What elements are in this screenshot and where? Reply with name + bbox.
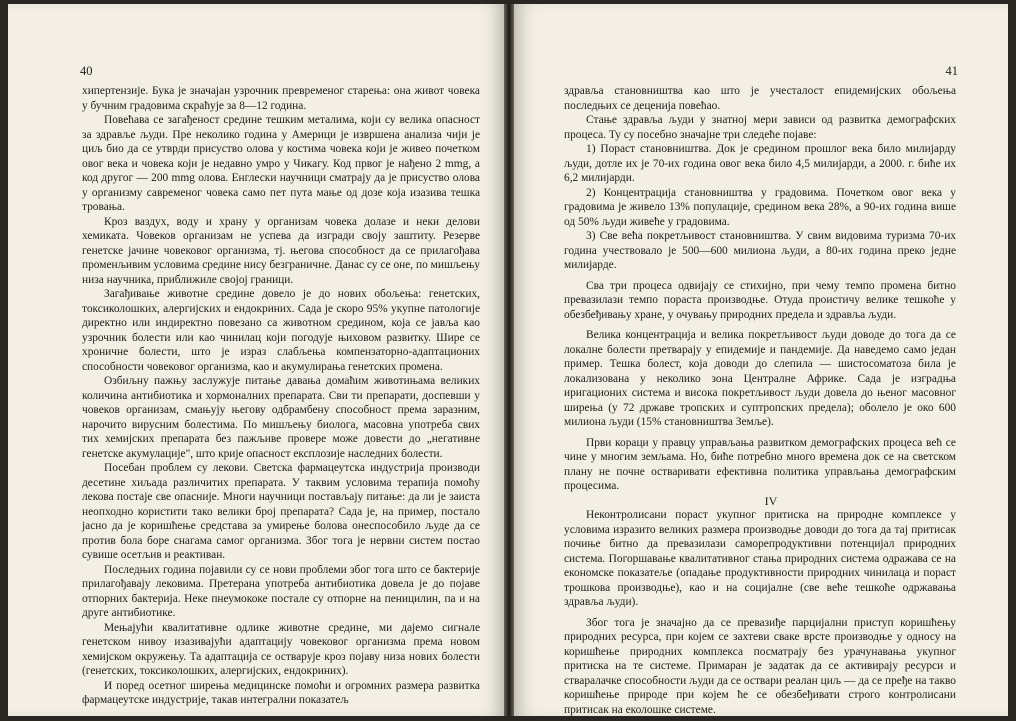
book-gutter <box>504 4 514 716</box>
paragraph: Сва три процеса одвијају се стихијно, при чему темпо промена битно превазилази темпо пораста производње. Отуда проистичу велике тешкоће у обезбеђивању хране, у очувању природних предела и здравља људи. <box>564 279 956 321</box>
paragraph: Неконтролисани пораст укупног притиска на природне комплексе у условима изразито великих размера производње доводи до тога да тај притисак почиње битно да превазилази саморепродуктивни потенцијал природних система. Погоршавање квалитативног стања природних система одражава се на економске показатеље (опадање продуктивности природних чинилаца и пораст трошкова производње), као и на социјалне (све веће тешкоће одржавања здравља људи). <box>564 509 956 608</box>
paragraph: Кроз ваздух, воду и храну у организам човека долазе и неки делови хемиката. Човеков организам не успева да изгради своју заштиту. Резерве генетске јачине човековог организма, тј. његова способност да се прилагођава променљивим условима средине нису безграничне. Данас су се оне, по мишљењу низа научника, приближиле својој граници. <box>82 215 480 286</box>
paragraph: Први кораци у правцу управљања развитком демографских процеса већ се чине у многим земљама. Но, биће потребно много времена док се на светском плану не почне остваривати ефективна политика управљања демографским процесима. <box>564 436 956 492</box>
right-page <box>514 4 1008 716</box>
page-number: 41 <box>945 64 958 78</box>
paragraph: Посебан проблем су лекови. Светска фармацеутска индустрија производи десетине хиљада различитих препарата. У таквим условима терапија помоћу лекова постаје све опасније. Многи научници постављају питање: да ли је заиста неопходно користити тако велики број препарата? Сада је, на пример, постало јасно да је коришћење средстава за умирење болова онеспособило људе да се против бола боре снагама самог организма. Због тога је нервни систем постао сувише осетљив и реактиван. <box>82 462 480 561</box>
paragraph: Последњих година појавили су се нови проблеми због тога што се бактерије прилагођавају лековима. Претерана употреба антибиотика довела је до појаве отпорних бактерија. Неке пнеумококе постале су отпорне на пеницилин, па и на друге антибиотике. <box>82 563 480 619</box>
paragraph: Велика концентрација и велика покретљивост људи доводе до тога да се локалне болести претварају у епидемије и пандемије. Да наведемо само један пример. Тешка болест, која доводи до слепила — шистосоматоза била је локализована у неколико зона Централне Африке. Сада је изградња иригационих система и висока покретљивост људи довела до њеног масовног ширења (у 72 државе тропских и суптропских предела); оболело је око 600 милиона људи (15% становништва Земље). <box>564 329 956 428</box>
paragraph: Озбиљну пажњу заслужује питање давања домаћим животињама великих количина антибиотика и хормоналних препарата. Сви ти препарати, доспевши у човеков организам, смањују његову одбрамбену способност према заразним, нарочито вирусним болестима. По мишљењу биолога, масовна употреба свих тих хемијских препарата без пажљиве провере може довести до „негативне генетске акумулације", што крије опасност експлозије наследних болести. <box>82 375 480 460</box>
paragraph: Загађивање животне средине довело је до нових обољења: генетских, токсиколошких, алергијских и ендокриних. Сада је скоро 95% укупне патологије директно или индиректно повезано са животном средином, која се јавља као узрочник болести или као чинилац који погодује њиховом развитку. Шире се хроничне болести, што је израз слабљења компензаторно-адаптационих способности човековог организма, као и акумулирања генетских промена. <box>82 288 480 373</box>
paragraph: хипертензије. Бука је значајан узрочник превременог старења: она живот човека у бучним градовима скраћује за 8—12 година. <box>82 85 480 112</box>
paragraph: Повећава се загађеност средине тешким металима, који су велика опасност за здравље људи. Пре неколико година у Америци је извршена анализа чији је циљ био да се утврди присуство олова у костима човека који је живео почетком овог века и човека који је недавно умро у Чикагу. Код првог је нађено 2 mmg, а код другог — 200 mmg олова. Енглески научници сматрају да је присуство олова у организму савременог човека само пет пута мање од дозе која изазива тешка тровања. <box>82 114 480 213</box>
paragraph: Стање здравља људи у знатној мери зависи од развитка демографских процеса. Ту су посебно значајне три следеће појаве: <box>564 114 956 141</box>
paragraph: здравља становништва као што је учесталост епидемијских обољења последњих се деценија повећао. <box>564 85 956 112</box>
paragraph: И поред осетног ширења медицинске помоћи и огромних размера развитка фармацеутске индустрије, такав интегрални показатељ <box>82 679 480 706</box>
left-page <box>8 4 504 716</box>
list-item: 3) Све већа покретљивост становништва. У свим видовима туризма 70-их година учествовало је 500—600 милиона људи, а 80-их година преко једне милијарде. <box>564 230 956 271</box>
paragraph: Због тога је значајно да се превазиђе парцијални приступ коришћењу природних ресурса, при којем се захтеви сваке врсте производње у односу на коришћење природних комплекса посматрају без урачунавања укупног притиска на те системе. Примаран је задатак да се активирају ресурси и стваралачке способности људи да се оствари реалан циљ — да се пређе на такво коришћење природе при којем ће се обезбеђивати строго контролисани притисак на еколошке системе. <box>564 616 956 716</box>
section-heading: IV <box>764 493 778 508</box>
paragraph: Мењајући квалитативне одлике животне средине, ми дајемо сигнале генетском нивоу изазивајући адаптацију човековог организма према новом хемијском окружењу. Та адаптација се остварује кроз појаву низа нових болести (генетских, токсиколошких, алергијских, ендокриних). <box>82 621 480 677</box>
list-item: 2) Концентрација становништва у градовима. Почетком овог века у градовима је живело 13% популације, средином века 28%, а 90-их година више од 50% људи живеће у градовима. <box>564 186 956 228</box>
list-item: 1) Пораст становништва. Док је средином прошлог века било милијарду људи, дотле их је 70-их година овог века било 4,5 милијарди, а 2000. г. биће их 6,2 милијарди. <box>564 143 956 184</box>
page-body <box>564 84 956 716</box>
page-number: 40 <box>80 64 93 78</box>
page-body <box>82 84 480 708</box>
